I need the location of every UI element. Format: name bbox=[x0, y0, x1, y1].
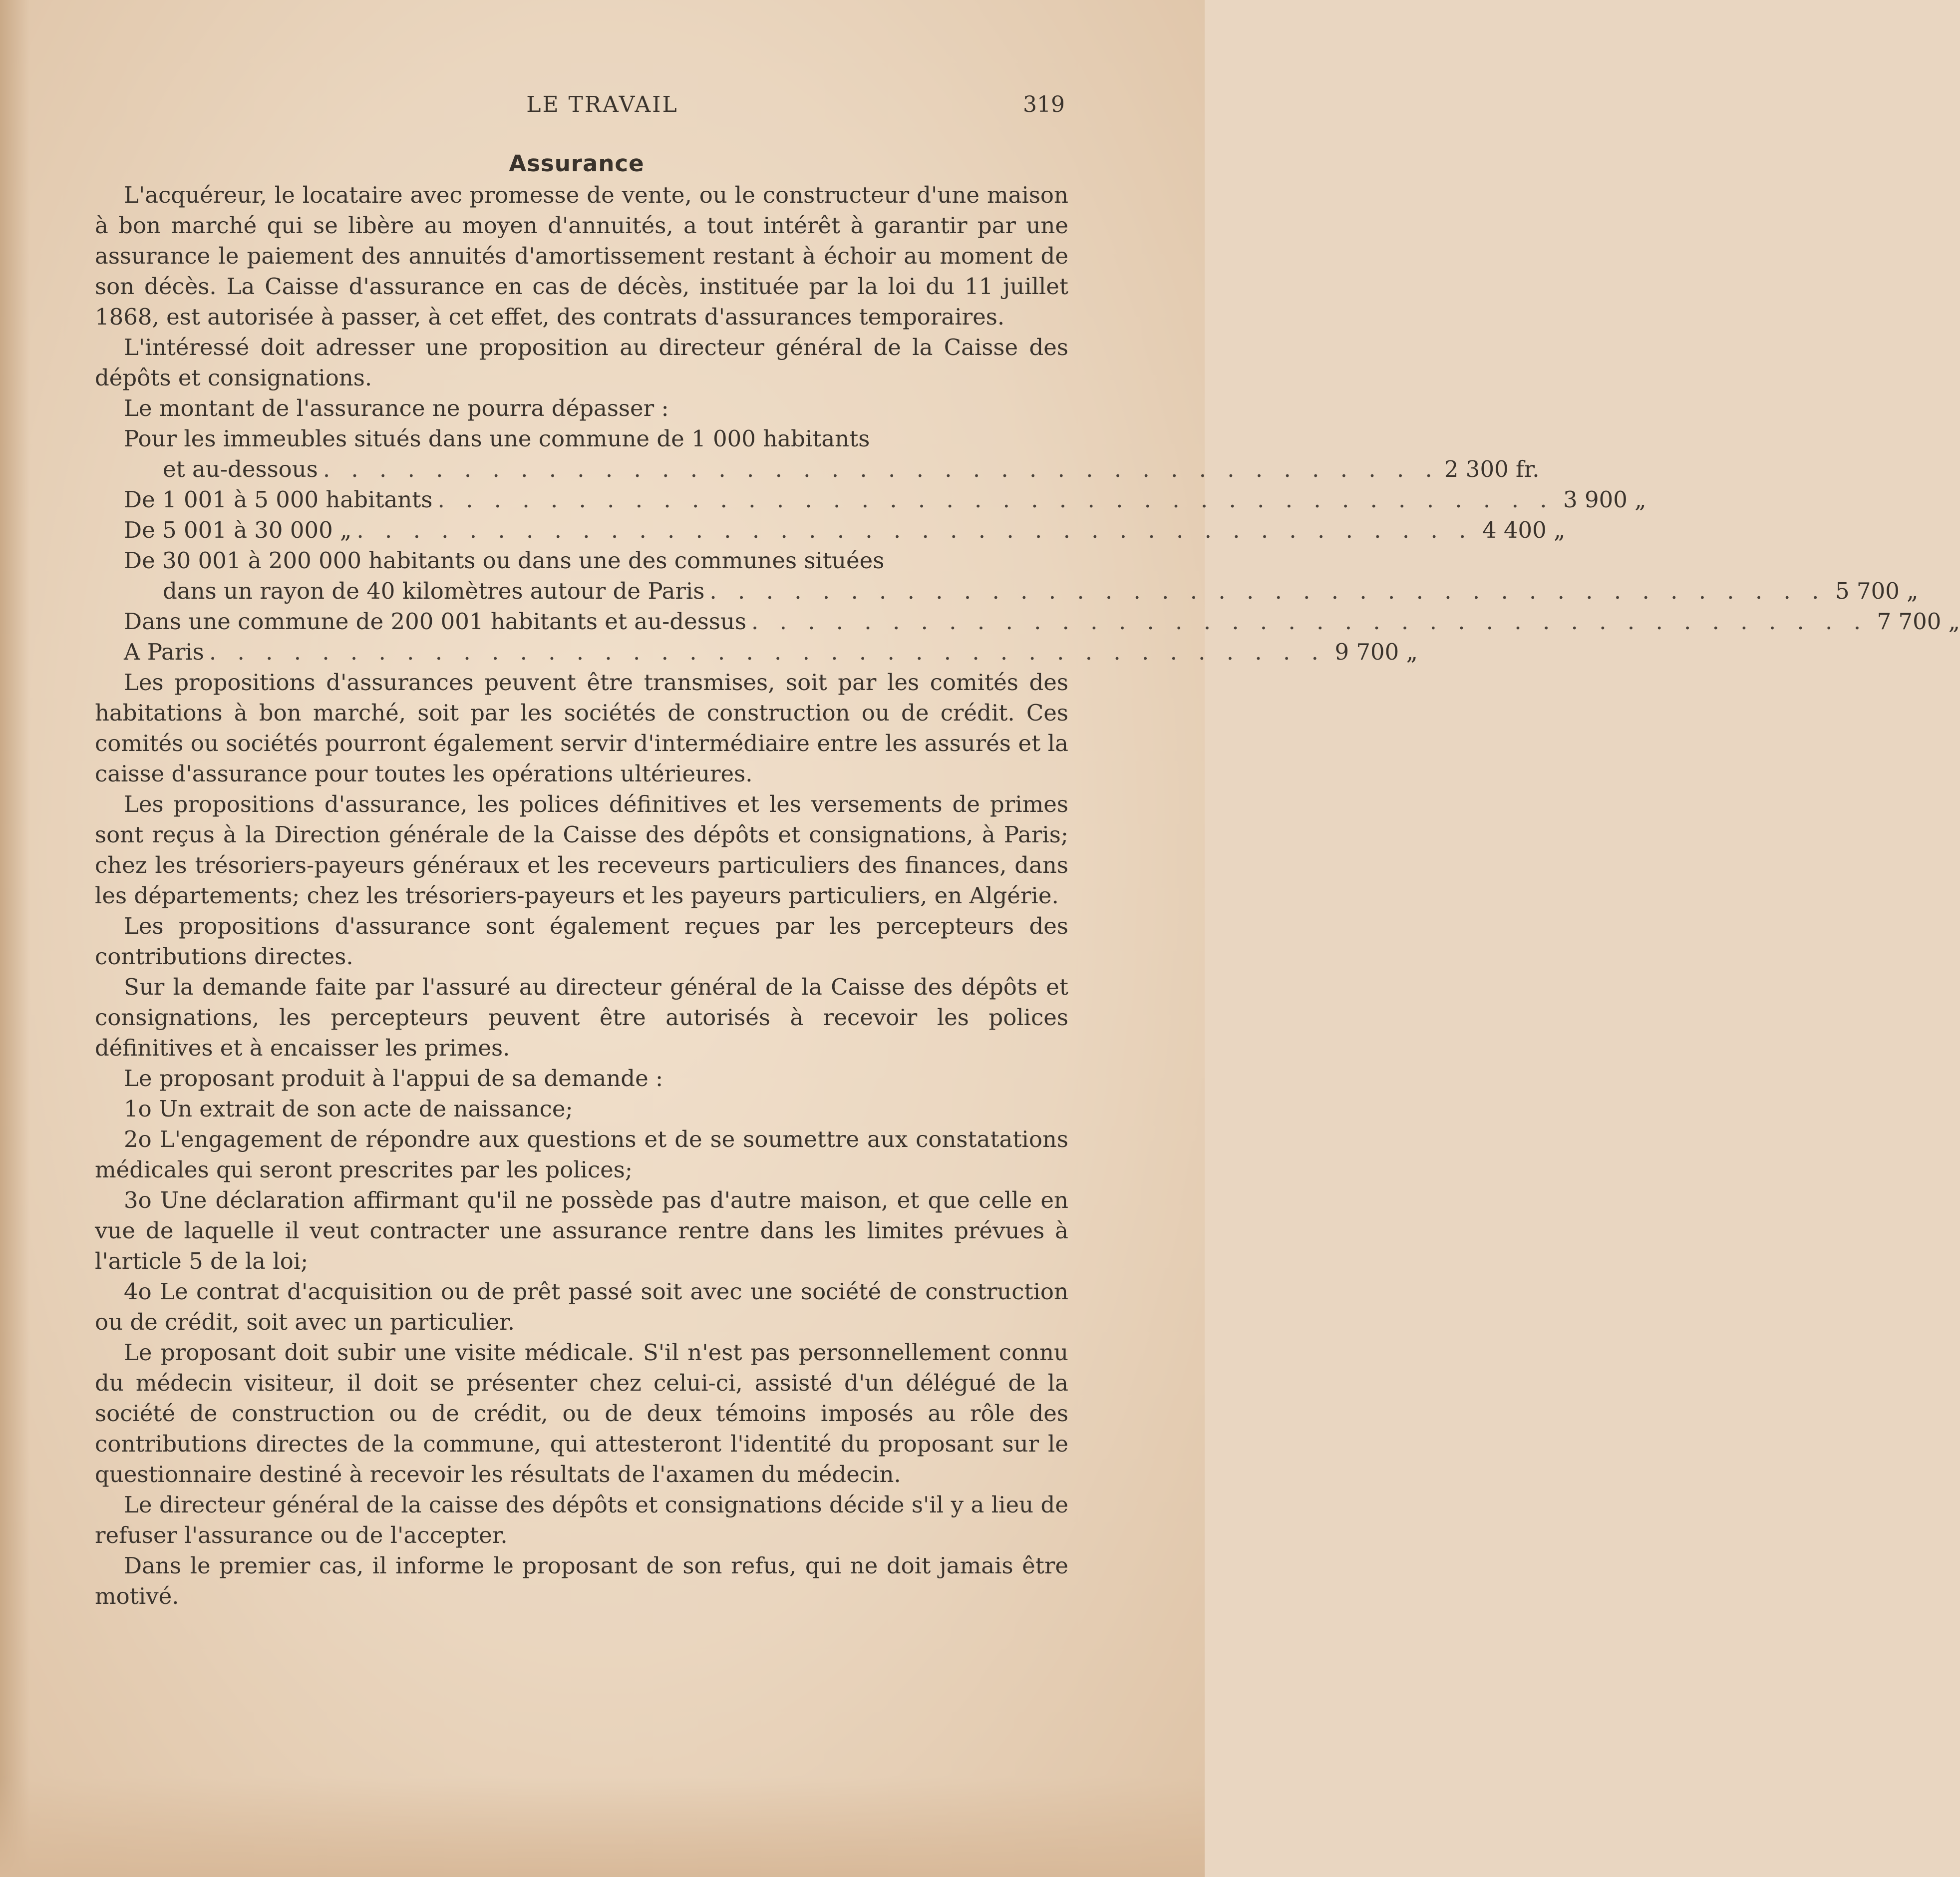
limits-row-label: Dans une commune de 200 001 habitants et au-dessus bbox=[124, 608, 746, 635]
limits-row-label: Pour les immeubles situés dans une commune de 1 000 habitants bbox=[124, 425, 870, 452]
limits-row-amount: 4 400 „ bbox=[1482, 517, 1566, 543]
limits-row bbox=[95, 545, 1068, 576]
limits-row bbox=[95, 576, 1919, 606]
dot-leader: . . . . . . . . . . . . . . . . . . . . . . . . . . . . . . . . . . . . . . . . bbox=[209, 639, 1325, 665]
limits-row-label: et au-dessous bbox=[163, 456, 318, 482]
paragraph: Sur la demande faite par l'assuré au directeur général de la Caisse des dépôts et consignations, les percepteurs peuvent être autorisés à recevoir les polices définitives et à encaisser les primes. bbox=[95, 974, 1068, 1061]
dot-leader: . . . . . . . . . . . . . . . . . . . . . . . . . . . . . . . . . . . . . . . . bbox=[437, 486, 1554, 513]
running-head bbox=[0, 90, 1205, 120]
list-item: 1o Un extrait de son acte de naissance; bbox=[124, 1096, 573, 1122]
limits-row-label: dans un rayon de 40 kilomètres autour de Paris bbox=[163, 578, 705, 604]
list-item: 2o L'engagement de répondre aux questions et de se soumettre aux constatations médicales qui seront prescrites par les polices; bbox=[95, 1126, 1068, 1183]
limits-row bbox=[95, 423, 1068, 454]
dot-leader: . . . . . . . . . . . . . . . . . . . . . . . . . . . . . . . . . . . . . . . . bbox=[751, 608, 1868, 635]
paragraph: L'acquéreur, le locataire avec promesse de vente, ou le constructeur d'une maison à bon marché qui se libère au moyen d'annuités, a tout intérêt à garantir par une assurance le paiement des annuités d'amortissement restant à échoir au moment de son décès. La Caisse d'assurance en cas de décès, instituée par la loi du 11 juillet 1868, est autorisée à passer, à cet effet, des contrats d'assurances temporaires. bbox=[95, 182, 1068, 330]
limits-row-label: De 5 001 à 30 000 „ bbox=[124, 517, 352, 543]
limits-row bbox=[95, 515, 1566, 545]
paragraph: Le proposant produit à l'appui de sa demande : bbox=[124, 1065, 663, 1092]
limits-row-amount: 2 300 fr. bbox=[1444, 456, 1540, 482]
insurance-limits-list bbox=[95, 423, 1960, 667]
limits-row-amount: 7 700 „ bbox=[1877, 608, 1960, 635]
page-bottom-shadow bbox=[0, 1777, 1205, 1877]
paragraph: L'intéressé doit adresser une proposition au directeur général de la Caisse des dépôts et consignations. bbox=[95, 334, 1068, 391]
limits-row-amount: 9 700 „ bbox=[1334, 639, 1418, 665]
limits-row bbox=[95, 484, 1646, 515]
list-item: 3o Une déclaration affirmant qu'il ne possède pas d'autre maison, et que celle en vue de laquelle il veut contracter une assurance rentre dans les limites prévues à l'article 5 de la loi; bbox=[95, 1187, 1068, 1274]
page-body bbox=[95, 180, 1960, 1611]
dot-leader: . . . . . . . . . . . . . . . . . . . . . . . . . . . . . . . . . . . . . . . . bbox=[709, 578, 1826, 604]
section-title: Assurance bbox=[509, 150, 645, 177]
limits-row-label: De 30 001 à 200 000 habitants ou dans une des communes situées bbox=[124, 547, 885, 574]
page-edge-shadow bbox=[0, 0, 30, 1877]
limits-row-label: A Paris bbox=[124, 639, 204, 665]
page-number: 319 bbox=[1023, 92, 1065, 117]
limits-row bbox=[95, 454, 1540, 484]
dot-leader: . . . . . . . . . . . . . . . . . . . . . . . . . . . . . . . . . . . . . . . . bbox=[356, 517, 1473, 543]
running-title: LE TRAVAIL bbox=[526, 92, 678, 117]
paragraph: Le directeur général de la caisse des dépôts et consignations décide s'il y a lieu de refuser l'assurance ou de l'accepter. bbox=[95, 1492, 1068, 1548]
dot-leader: . . . . . . . . . . . . . . . . . . . . . . . . . . . . . . . . . . . . . . . . bbox=[323, 456, 1439, 482]
limits-row-label: De 1 001 à 5 000 habitants bbox=[124, 486, 433, 513]
paragraph: Le proposant doit subir une visite médicale. S'il n'est pas personnellement connu du médecin visiteur, il doit se présenter chez celui-ci, assisté d'un délégué de la société de construction ou de crédit, ou de deux témoins imposés au rôle des contributions directes de la commune, qui attesteront l'identité du proposant sur le questionnaire destiné à recevoir les résultats de l'axamen du médecin. bbox=[95, 1339, 1068, 1488]
paragraph: Les propositions d'assurance, les polices définitives et les versements de primes sont reçus à la Direction générale de la Caisse des dépôts et consignations, à Paris; chez les trésoriers-payeurs généraux et les receveurs particuliers des finances, dans les départements; chez les trésoriers-payeurs et les payeurs particuliers, en Algérie. bbox=[95, 791, 1068, 909]
limits-row bbox=[95, 606, 1960, 637]
limits-row-amount: 5 700 „ bbox=[1835, 578, 1919, 604]
paragraph: Le montant de l'assurance ne pourra dépasser : bbox=[124, 395, 669, 421]
paragraph: Dans le premier cas, il informe le proposant de son refus, qui ne doit jamais être motivé. bbox=[95, 1552, 1068, 1609]
paragraph: Les propositions d'assurance sont également reçues par les percepteurs des contributions directes. bbox=[95, 913, 1068, 970]
limits-row bbox=[95, 637, 1418, 667]
limits-row-amount: 3 900 „ bbox=[1563, 486, 1646, 513]
list-item: 4o Le contrat d'acquisition ou de prêt passé soit avec une société de construction ou de crédit, soit avec un particulier. bbox=[95, 1278, 1068, 1335]
paragraph: Les propositions d'assurances peuvent être transmises, soit par les comités des habitations à bon marché, soit par les sociétés de construction ou de crédit. Ces comités ou sociétés pourront également servir d'intermédiaire entre les assurés et la caisse d'assurance pour toutes les opérations ultérieures. bbox=[95, 669, 1068, 787]
